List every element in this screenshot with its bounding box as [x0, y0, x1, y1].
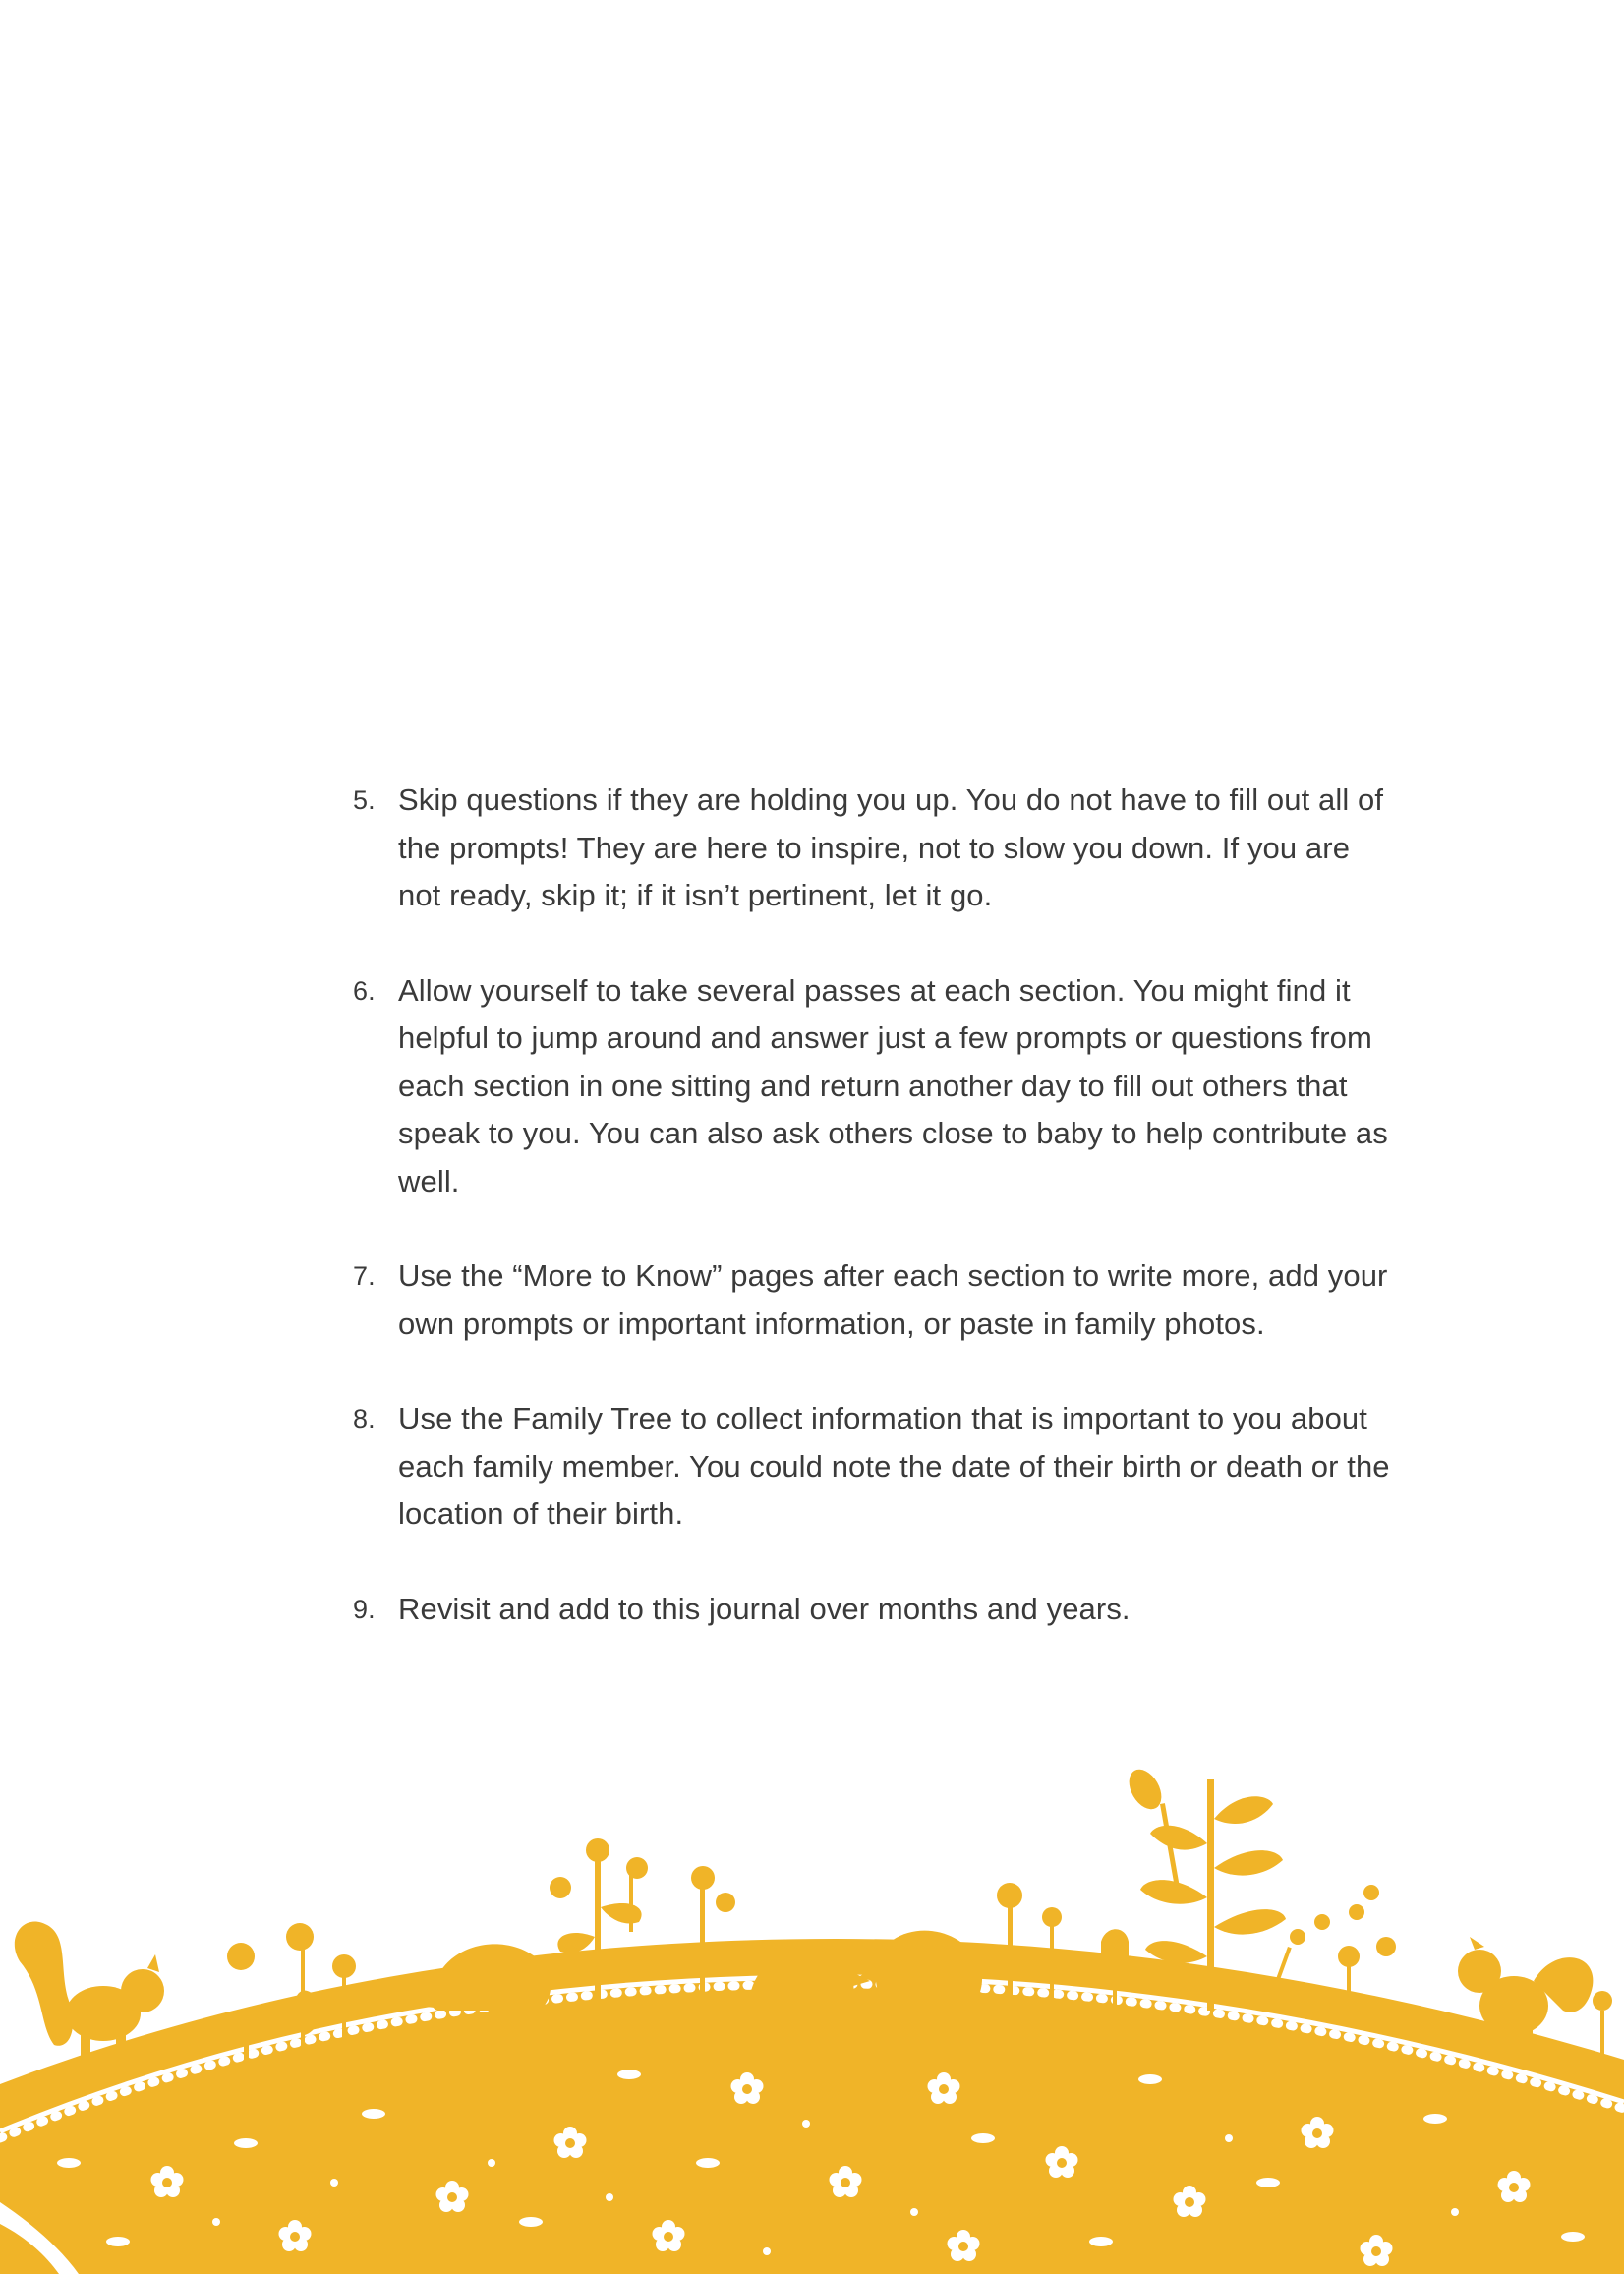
item-number: 7.: [353, 1261, 376, 1291]
item-text: Revisit and add to this journal over months and years.: [398, 1591, 1131, 1626]
item-text: Use the “More to Know” pages after each section to write more, add your own prompts or important information, or paste in family photos.: [398, 1258, 1388, 1341]
item-text: Skip questions if they are holding you up. You do not have to fill out all of the prompts! They are here to inspire, not to slow you down. If you are not ready, skip it; if it isn’t pertinent, let it go.: [398, 783, 1384, 912]
flower-icon: [1593, 1991, 1612, 2060]
instruction-list: [349, 777, 1391, 1680]
item-text: Allow yourself to take several passes at each section. You might find it helpful to jump around and answer just a few prompts or questions from each section in one sitting and return another day to fill out others that speak to you. You can also ask others close to baby to help contribute as well.: [398, 972, 1388, 1198]
list-item: [349, 1253, 1391, 1348]
item-number: 5.: [353, 786, 376, 815]
item-number: 9.: [353, 1594, 376, 1624]
item-text: Use the Family Tree to collect information that is important to you about each family member. You could note the date of their birth or death or the location of their birth.: [398, 1401, 1390, 1531]
list-item: [349, 1395, 1391, 1539]
list-item: [349, 1586, 1391, 1634]
item-number: 6.: [353, 975, 376, 1006]
list-item: [349, 777, 1391, 920]
list-item: [349, 967, 1391, 1206]
woodland-border-illustration: [0, 1750, 1624, 2274]
hedgehog-icon: [418, 1944, 551, 2011]
item-number: 8.: [353, 1404, 376, 1433]
